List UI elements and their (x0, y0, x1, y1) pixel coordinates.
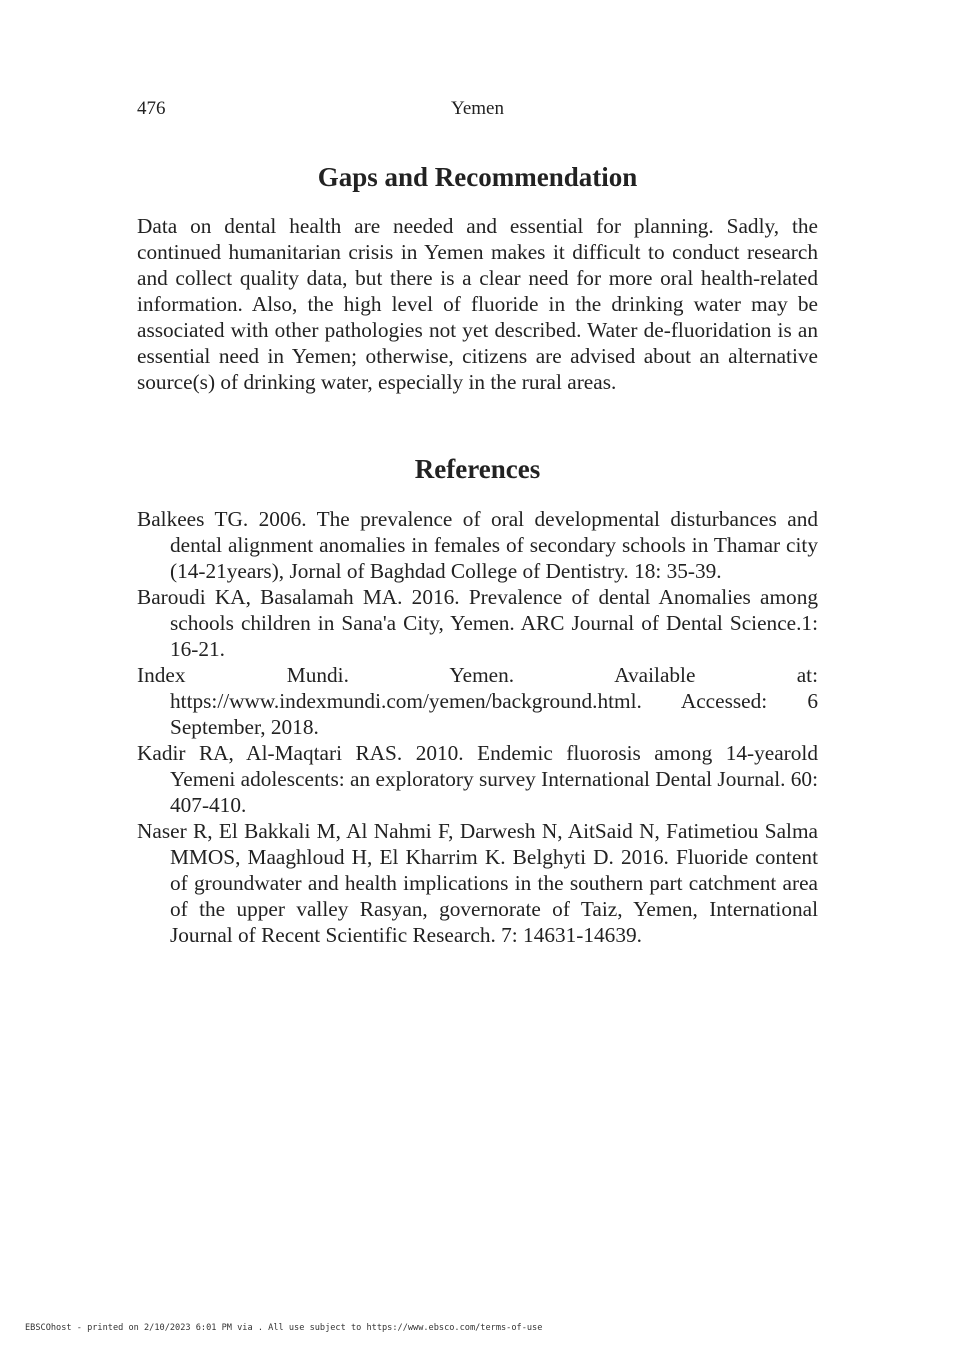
ebsco-footer-note: EBSCOhost - printed on 2/10/2023 6:01 PM via . All use subject to https://www.ebsco.com/terms-of-use (25, 1323, 543, 1333)
reference-entry-balkees: Balkees TG. 2006. The prevalence of oral developmental disturbances and dental alignment anomalies in females of secondary schools in Thamar city (14-21years), Jornal of Baghdad College of Dentistry. 18: 35-39. (137, 507, 818, 583)
gaps-paragraph: Data on dental health are needed and essential for planning. Sadly, the continued humanitarian crisis in Yemen makes it difficult to conduct research and collect quality data, but there is a clear need for more oral health-related information. Also, the high level of fluoride in the drinking water may be associated with other pathologies not yet described. Water de-fluoridation is an essential need in Yemen; otherwise, citizens are advised about an alternative source(s) of drinking water, especially in the rural areas. (137, 214, 818, 394)
reference-entry-kadir: Kadir RA, Al-Maqtari RAS. 2010. Endemic fluorosis among 14-yearold Yemeni adolescents: an exploratory survey International Dental Journal. 60: 407-410. (137, 741, 818, 817)
references-heading: References (414, 454, 541, 484)
reference-entry-naser: Naser R, El Bakkali M, Al Nahmi F, Darwesh N, AitSaid N, Fatimetiou Salma MMOS, Maaghloud H, El Kharrim K. Belghyti D. 2016. Fluoride content of groundwater and health implications in the southern part catchment area of the upper valley Rasyan, governorate of Taiz, Yemen, International Journal of Recent Scientific Research. 7: 14631-14639. (137, 819, 818, 947)
reference-entry-baroudi: Baroudi KA, Basalamah MA. 2016. Prevalence of dental Anomalies among schools children in Sana'a City, Yemen. ARC Journal of Dental Science.1: 16-21. (137, 585, 818, 661)
running-title: Yemen (451, 98, 504, 119)
page-number: 476 (137, 98, 166, 119)
gaps-section-heading: Gaps and Recommendation (317, 162, 638, 192)
reference-list (137, 506, 818, 948)
reference-entry-index-mundi: Index Mundi. Yemen. Available at: https://www.indexmundi.com/yemen/background.html. Accessed: 6 September, 2018. (137, 663, 818, 739)
running-header (137, 97, 818, 121)
